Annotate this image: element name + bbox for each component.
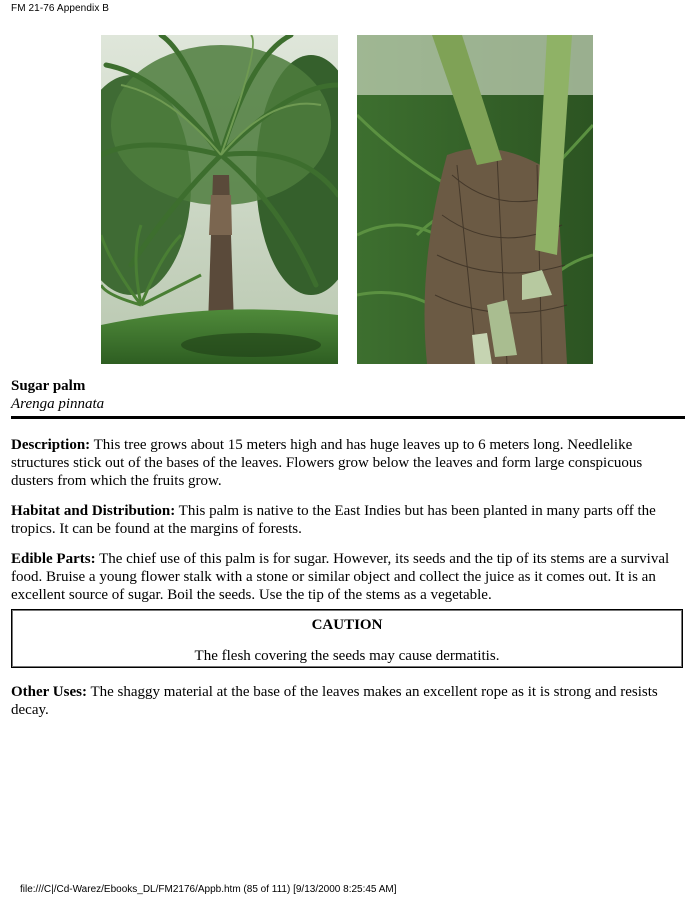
description-paragraph: [11, 436, 686, 490]
plant-common-name: Sugar palm: [11, 378, 86, 394]
habitat-paragraph: [11, 502, 686, 538]
other-uses-label: Other Uses:: [11, 684, 87, 700]
section-divider: [11, 416, 685, 419]
caution-text: The flesh covering the seeds may cause dermatitis.: [194, 648, 500, 664]
sugar-palm-trunk-photo: [357, 35, 593, 364]
habitat-text: This palm is native to the East Indies but has been planted in many parts off the tropics. It can be found at the margins of forests.: [11, 503, 656, 537]
edible-parts-text: The chief use of this palm is for sugar. However, its seeds and the tip of its stems are a survival food. Bruise a young flower stalk with a stone or similar object and collect the juice as it comes out. It is an excellent source of sugar. Boil the seeds. Use the tip of the stems as a vegetable.: [11, 551, 670, 603]
caution-title: CAUTION: [311, 617, 383, 633]
edible-parts-label: Edible Parts:: [11, 551, 96, 567]
edible-parts-paragraph: [11, 550, 686, 604]
page-header: FM 21-76 Appendix B: [11, 3, 110, 14]
habitat-label: Habitat and Distribution:: [11, 503, 176, 519]
caution-box: [11, 609, 683, 668]
other-uses-text: The shaggy material at the base of the leaves makes an excellent rope as it is strong and resists decay.: [11, 684, 658, 718]
plant-scientific-name: Arenga pinnata: [11, 396, 105, 412]
other-uses-paragraph: [11, 683, 686, 719]
page-footer-url: file:///C|/Cd-Warez/Ebooks_DL/FM2176/Appb.htm (85 of 111) [9/13/2000 8:25:45 AM]: [20, 884, 397, 895]
description-text: This tree grows about 15 meters high and has huge leaves up to 6 meters long. Needlelike structures stick out of the bases of the leaves. Flowers grow below the leaves and form large conspicuous dusters from which the fruits grow.: [11, 437, 643, 489]
sugar-palm-tree-photo: [101, 35, 338, 364]
description-label: Description:: [11, 437, 91, 453]
